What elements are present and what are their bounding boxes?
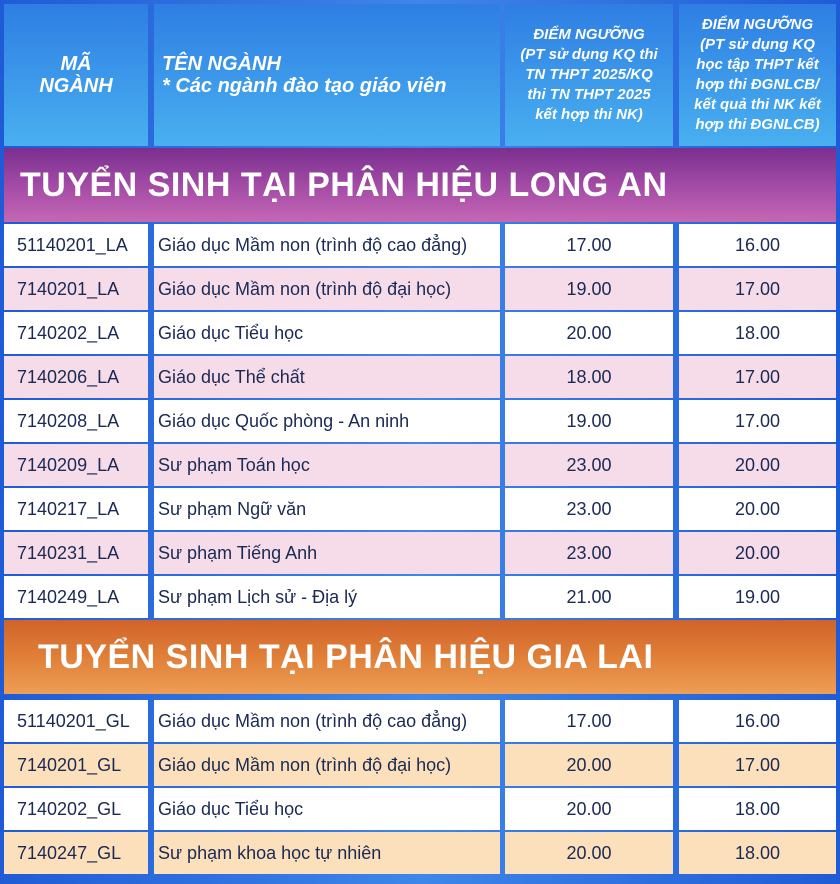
major-name: Sư phạm Toán học — [154, 444, 500, 486]
table-row — [0, 744, 840, 786]
major-name: Giáo dục Quốc phòng - An ninh — [154, 400, 500, 442]
header-text: TN THPT 2025/KQ — [525, 66, 653, 83]
threshold-score-exam: 19.00 — [505, 268, 673, 310]
table-row — [0, 444, 840, 486]
header-text: hợp thi ĐGNLCB/ — [695, 76, 820, 93]
major-code: 7140247_GL — [4, 832, 148, 874]
major-code: 7140202_GL — [4, 788, 148, 830]
section-title-gia-lai: TUYỂN SINH TẠI PHÂN HIỆU GIA LAI — [4, 620, 836, 694]
threshold-score-transcript: 18.00 — [679, 832, 836, 874]
major-code: 7140206_LA — [4, 356, 148, 398]
major-name: Giáo dục Mầm non (trình độ đại học) — [154, 268, 500, 310]
table-row — [0, 700, 840, 742]
major-code: 51140201_LA — [4, 224, 148, 266]
table-row — [0, 312, 840, 354]
threshold-score-transcript: 16.00 — [679, 224, 836, 266]
table-row — [0, 788, 840, 830]
table-row — [0, 832, 840, 874]
header-text: MÃ — [60, 53, 92, 75]
major-name: Sư phạm khoa học tự nhiên — [154, 832, 500, 874]
major-code: 7140249_LA — [4, 576, 148, 618]
table-row — [0, 576, 840, 618]
major-code: 7140231_LA — [4, 532, 148, 574]
threshold-score-exam: 23.00 — [505, 532, 673, 574]
threshold-score-transcript: 17.00 — [679, 744, 836, 786]
table-row — [0, 268, 840, 310]
major-name: Giáo dục Tiểu học — [154, 312, 500, 354]
header-text: TÊN NGÀNH — [162, 53, 281, 75]
threshold-score-exam: 23.00 — [505, 444, 673, 486]
header-text: * Các ngành đào tạo giáo viên — [162, 75, 447, 97]
major-code: 7140201_GL — [4, 744, 148, 786]
threshold-score-transcript: 17.00 — [679, 356, 836, 398]
header-text: (PT sử dụng KQ — [700, 36, 815, 53]
threshold-score-exam: 19.00 — [505, 400, 673, 442]
major-code: 7140208_LA — [4, 400, 148, 442]
header-text: ĐIỂM NGƯỠNG — [701, 16, 814, 33]
header-text: học tập THPT kết — [696, 56, 819, 73]
threshold-score-transcript: 20.00 — [679, 488, 836, 530]
threshold-score-exam: 20.00 — [505, 744, 673, 786]
major-code: 7140209_LA — [4, 444, 148, 486]
major-name: Giáo dục Mầm non (trình độ cao đẳng) — [154, 700, 500, 742]
major-code: 7140202_LA — [4, 312, 148, 354]
threshold-score-transcript: 20.00 — [679, 444, 836, 486]
table-header — [0, 0, 840, 146]
header-text: thi TN THPT 2025 — [527, 86, 651, 103]
header-threshold-score-exam — [505, 4, 673, 146]
major-code: 51140201_GL — [4, 700, 148, 742]
threshold-score-exam: 20.00 — [505, 788, 673, 830]
threshold-score-exam: 20.00 — [505, 312, 673, 354]
table-row — [0, 488, 840, 530]
header-threshold-score-transcript — [679, 4, 836, 146]
section-title-long-an: TUYỂN SINH TẠI PHÂN HIỆU LONG AN — [4, 148, 836, 222]
major-name: Sư phạm Lịch sử - Địa lý — [154, 576, 500, 618]
header-text: kết quả thi NK kết — [694, 96, 821, 113]
major-name: Giáo dục Mầm non (trình độ đại học) — [154, 744, 500, 786]
header-text: NGÀNH — [39, 75, 113, 97]
major-name: Giáo dục Thể chất — [154, 356, 500, 398]
header-text: ĐIỂM NGƯỠNG — [533, 26, 645, 43]
header-text: kết hợp thi NK) — [535, 106, 643, 123]
threshold-score-transcript: 18.00 — [679, 312, 836, 354]
major-code: 7140201_LA — [4, 268, 148, 310]
table-row — [0, 224, 840, 266]
major-name: Sư phạm Tiếng Anh — [154, 532, 500, 574]
threshold-score-transcript: 17.00 — [679, 268, 836, 310]
header-text: (PT sử dụng KQ thi — [520, 46, 658, 63]
header-major-name — [154, 4, 500, 146]
header-major-code — [4, 4, 148, 146]
threshold-score-exam: 21.00 — [505, 576, 673, 618]
threshold-score-transcript: 20.00 — [679, 532, 836, 574]
table-row — [0, 532, 840, 574]
table-row — [0, 356, 840, 398]
major-code: 7140217_LA — [4, 488, 148, 530]
threshold-score-transcript: 19.00 — [679, 576, 836, 618]
threshold-score-exam: 20.00 — [505, 832, 673, 874]
header-text: hợp thi ĐGNLCB) — [695, 116, 820, 133]
threshold-score-exam: 17.00 — [505, 700, 673, 742]
threshold-score-exam: 23.00 — [505, 488, 673, 530]
threshold-score-exam: 17.00 — [505, 224, 673, 266]
major-name: Giáo dục Mầm non (trình độ cao đẳng) — [154, 224, 500, 266]
threshold-score-transcript: 18.00 — [679, 788, 836, 830]
table-row — [0, 400, 840, 442]
major-name: Sư phạm Ngữ văn — [154, 488, 500, 530]
threshold-score-transcript: 17.00 — [679, 400, 836, 442]
major-name: Giáo dục Tiểu học — [154, 788, 500, 830]
threshold-score-exam: 18.00 — [505, 356, 673, 398]
threshold-score-transcript: 16.00 — [679, 700, 836, 742]
